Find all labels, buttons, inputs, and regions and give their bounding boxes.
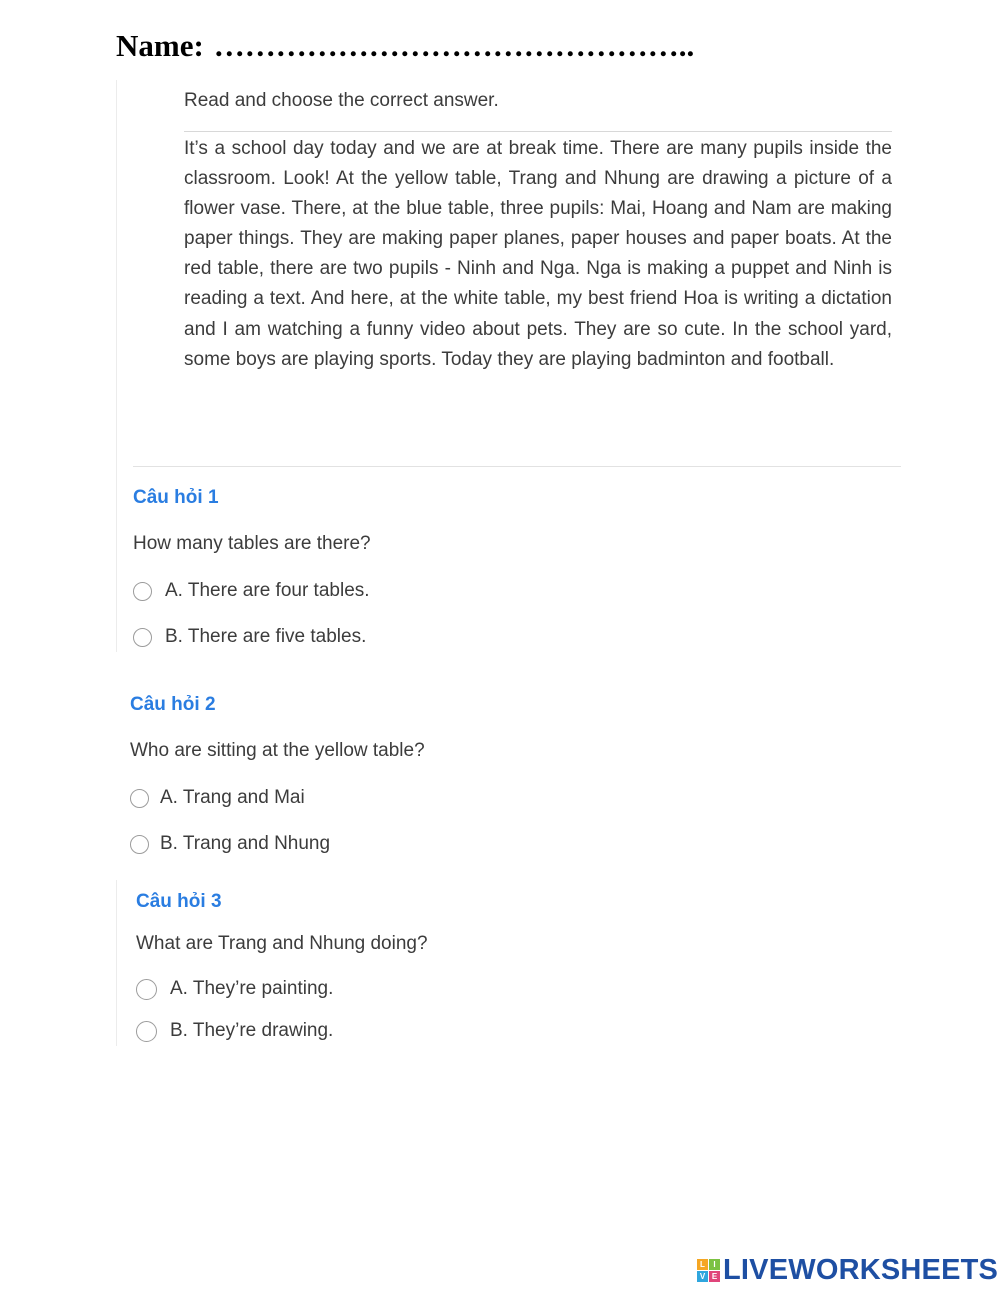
question-3-title: Câu hỏi 3 (136, 891, 222, 912)
question-1-title: Câu hỏi 1 (133, 487, 219, 508)
question-1-option-a[interactable] (133, 580, 370, 602)
logo-icon (697, 1259, 720, 1282)
question-1-option-b[interactable] (133, 626, 366, 648)
question3-left-border (116, 880, 117, 1046)
radio-button[interactable] (136, 1021, 157, 1042)
option-label: B. Trang and Nhung (160, 833, 331, 854)
radio-button[interactable] (133, 582, 152, 601)
question-2-title: Câu hỏi 2 (130, 694, 216, 715)
option-label: B. There are five tables. (165, 626, 367, 647)
question-2-option-b[interactable] (130, 833, 330, 855)
reading-passage: It’s a school day today and we are at break time. There are many pupils inside the classroom. Look! At the yellow table, Trang and Nhung are drawing a picture of a flower vase. There, at the blue table, three pupils: Mai, Hoang and Nam are making paper things. They are making paper planes, paper houses and paper boats. At the red table, there are two pupils - Ninh and Nga. Nga is making a puppet and Ninh is reading a text. And here, at the white table, my best friend Hoa is writing a dictation and I am watching a funny video about pets. They are so cute. In the school yard, some boys are playing sports. Today they are playing badminton and football. (184, 138, 892, 370)
radio-button[interactable] (136, 979, 157, 1000)
question-3-option-b[interactable] (136, 1020, 333, 1042)
logo-tile: I (709, 1259, 720, 1270)
option-label: A. There are four tables. (165, 580, 370, 601)
question-3-text: What are Trang and Nhung doing? (136, 933, 428, 954)
radio-button[interactable] (130, 789, 149, 808)
passage-left-border (116, 80, 117, 652)
logo-tile: V (697, 1271, 708, 1282)
radio-button[interactable] (130, 835, 149, 854)
logo-tile: E (709, 1271, 720, 1282)
name-dots: ……………………………………….. (213, 28, 695, 63)
question-2-text: Who are sitting at the yellow table? (130, 740, 425, 761)
radio-button[interactable] (133, 628, 152, 647)
instruction-text: Read and choose the correct answer. (184, 90, 499, 111)
option-label: B. They’re drawing. (170, 1020, 334, 1041)
liveworksheets-logo (697, 1254, 998, 1287)
logo-text: LIVEWORKSHEETS (723, 1254, 999, 1286)
passage-divider (133, 466, 901, 467)
name-field (116, 28, 694, 64)
question-3-option-a[interactable] (136, 978, 333, 1000)
logo-tile: L (697, 1259, 708, 1270)
option-label: A. Trang and Mai (160, 787, 305, 808)
question-2-option-a[interactable] (130, 787, 305, 809)
instruction-divider (184, 131, 892, 132)
question-1-text: How many tables are there? (133, 533, 371, 554)
option-label: A. They’re painting. (170, 978, 334, 999)
name-label: Name: (116, 28, 204, 63)
